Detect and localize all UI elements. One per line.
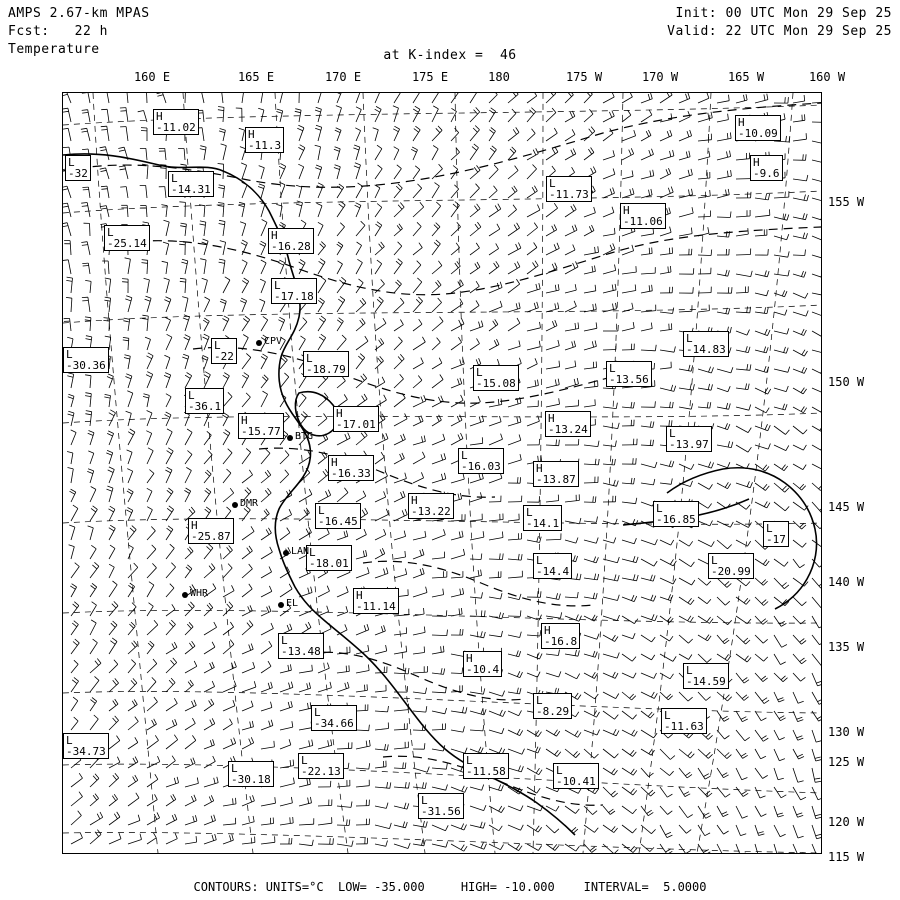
model-title: AMPS 2.67-km MPAS <box>8 6 150 21</box>
map-canvas <box>62 92 822 854</box>
extremum-label: L -10.41 <box>553 763 599 789</box>
station-dot <box>283 550 289 556</box>
extremum-label: L -17.18 <box>271 278 317 304</box>
valid-time: Valid: 22 UTC Mon 29 Sep 25 <box>667 24 892 39</box>
extremum-label: H -11.02 <box>153 109 199 135</box>
extremum-label: H -10.4 <box>463 651 502 677</box>
lat-tick-6: 125 W <box>828 755 865 769</box>
station-label: BTG <box>295 431 314 442</box>
extremum-label: L -11.73 <box>546 176 592 202</box>
station-label: DMR <box>240 498 259 509</box>
extremum-label: L -14.59 <box>683 663 729 689</box>
extremum-label: L -13.56 <box>606 361 652 387</box>
extremum-label: L -34.66 <box>311 705 357 731</box>
lat-tick-4: 135 W <box>828 640 865 654</box>
extremum-label: L -18.79 <box>303 351 349 377</box>
lon-tick-1: 165 E <box>237 70 275 84</box>
lat-tick-3: 140 W <box>828 575 865 589</box>
extremum-label: H -25.87 <box>188 518 234 544</box>
extremum-label: L -13.97 <box>666 426 712 452</box>
extremum-label: H -15.77 <box>238 413 284 439</box>
extremum-label: L -15.08 <box>473 365 519 391</box>
extremum-label: H -13.87 <box>533 461 579 487</box>
field-name: Temperature <box>8 42 100 57</box>
level-label: at K-index = 46 <box>383 48 517 63</box>
station-dot <box>278 602 284 608</box>
extremum-label: L -34.73 <box>63 733 109 759</box>
extremum-label: L -16.45 <box>315 503 361 529</box>
extremum-label: L -30.36 <box>63 347 109 373</box>
extremum-label: L -17 <box>763 521 789 547</box>
lon-tick-0: 160 E <box>133 70 171 84</box>
station-dot <box>256 340 262 346</box>
lon-tick-2: 170 E <box>324 70 362 84</box>
extremum-label: H -10.09 <box>735 115 781 141</box>
extremum-label: L -22.13 <box>298 753 344 779</box>
station-label: CPV <box>264 336 283 347</box>
lon-tick-8: 160 W <box>808 70 846 84</box>
extremum-label: L -14.4 <box>533 553 572 579</box>
extremum-label: L -36.1 <box>185 388 224 414</box>
lon-tick-4: 180 <box>488 70 510 84</box>
station-label: WHR <box>190 588 209 599</box>
station-label: EL <box>286 598 299 609</box>
extremum-label: H -11.14 <box>353 588 399 614</box>
extremum-label: L -30.18 <box>228 761 274 787</box>
map-graphics <box>63 93 821 853</box>
extremum-label: L -22 <box>211 338 237 364</box>
extremum-label: L -8.29 <box>533 693 572 719</box>
graticule-lines <box>93 93 793 853</box>
lat-tick-2: 145 W <box>828 500 865 514</box>
forecast-hour: Fcst: 22 h <box>8 24 108 39</box>
lat-tick-5: 130 W <box>828 725 865 739</box>
lon-tick-7: 165 W <box>727 70 765 84</box>
extremum-label: L -11.63 <box>661 708 707 734</box>
station-label: LAN <box>291 546 310 557</box>
extremum-label: L -13.48 <box>278 633 324 659</box>
lat-tick-0: 155 W <box>828 195 865 209</box>
extremum-label: H -16.8 <box>541 623 580 649</box>
init-time: Init: 00 UTC Mon 29 Sep 25 <box>675 6 892 21</box>
extremum-label: L -14.83 <box>683 331 729 357</box>
extremum-label: L -18.01 <box>306 545 352 571</box>
extremum-label: L -31.56 <box>418 793 464 819</box>
extremum-label: L -14.31 <box>168 171 214 197</box>
station-dot <box>232 502 238 508</box>
plot-area <box>62 70 865 864</box>
lon-tick-3: 175 E <box>411 70 449 84</box>
extremum-label: L -20.99 <box>708 553 754 579</box>
extremum-label: H -16.33 <box>328 455 374 481</box>
extremum-label: L -14.1 <box>523 505 562 531</box>
extremum-label: L -11.58 <box>463 753 509 779</box>
lat-tick-1: 150 W <box>828 375 865 389</box>
lat-tick-8: 115 W <box>828 850 865 864</box>
extremum-label: H -13.24 <box>545 411 591 437</box>
extremum-label: L -25.14 <box>104 225 150 251</box>
extremum-label: H -11.06 <box>620 203 666 229</box>
station-dot <box>287 435 293 441</box>
extremum-label: H -17.01 <box>333 406 379 432</box>
extremum-label: L -32 <box>65 155 91 181</box>
extremum-label: L -16.85 <box>653 501 699 527</box>
lon-tick-6: 170 W <box>641 70 679 84</box>
lon-tick-5: 175 W <box>565 70 603 84</box>
extremum-label: H -9.6 <box>750 155 783 181</box>
station-dot <box>182 592 188 598</box>
extremum-label: H -13.22 <box>408 493 454 519</box>
lat-tick-7: 120 W <box>828 815 865 829</box>
extremum-label: L -16.03 <box>458 448 504 474</box>
extremum-label: H -11.3 <box>245 127 284 153</box>
contour-info: CONTOURS: UNITS=°C LOW= -35.000 HIGH= -10.000 INTERVAL= 5.0000 <box>193 880 707 894</box>
extremum-label: H -16.28 <box>268 228 314 254</box>
